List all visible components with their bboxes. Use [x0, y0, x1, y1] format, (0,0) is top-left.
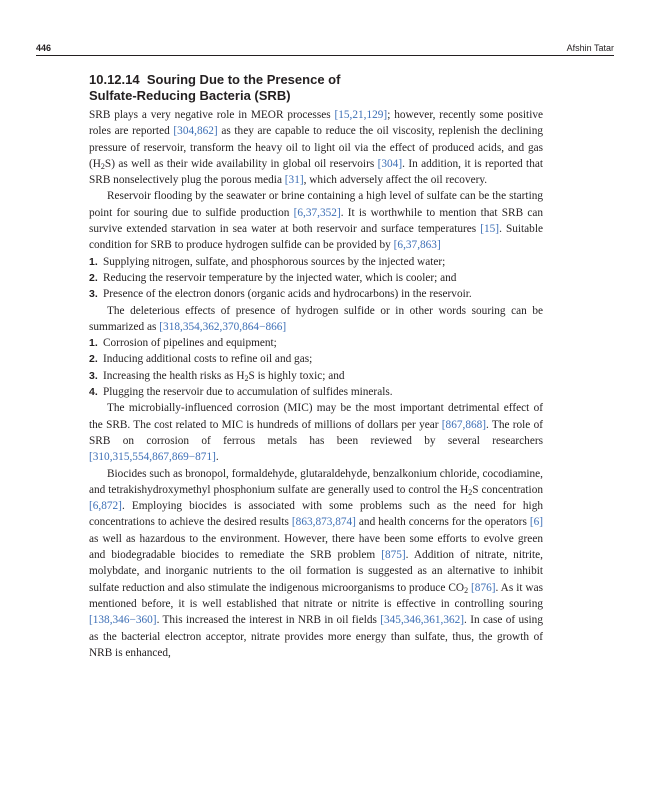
- citation-link[interactable]: [304,862]: [173, 125, 218, 138]
- list-item: 2. Inducing additional costs to refine oil and gas;: [89, 353, 313, 366]
- list-item: 1. Corrosion of pipelines and equipment;: [89, 337, 277, 350]
- paragraph-biocides: Biocides such as bronopol, formaldehyde, glutaraldehyde, benzalkonium chloride, cocodiamine, and tetrakishydroxymethyl phosphonium sulfate are generally used to control the $H_2S$ concentration [6,872]. Employing biocides is associated with some problems such as the need for high concentrations to achieve the desired results [863,873,874] and health concerns for the operators [6] as well as hazardous to the environment. However, there have been some efforts to evolve green and biodegradable biocides to remediate the SRB problem [875]. Addition of nitrate, nitrite, molybdate, and inorganic nutrients to the oil formation is suggested as an alternative to inhibit sulfate reduction and also stimulate the indigenous microorganisms to produce $CO_2$ [876]. As it was mentioned before, it is well established that nitrate or nitrite is effective in controlling souring [138,346−360]. This increased the interest in NRB in oil fields [345,346,361,362]. In case of using as the bacterial electron acceptor, nitrate provides more energy than sulfate, thus, the growth of NRB is enhanced,: [89, 467, 544, 659]
- effects-list: [89, 335, 543, 400]
- list-item: 4. Plugging the reservoir due to accumulation of sulfides minerals.: [89, 386, 393, 399]
- citation-link[interactable]: [6,37,352]: [293, 206, 341, 219]
- page-number: 446: [36, 43, 52, 53]
- paragraph-srb-role: SRB plays a very negative role in MEOR processes [15,21,129]; however, recently some positive roles are reported [304,862] as they are capable to reduce the oil viscosity, replenish the declining pressure of reservoir, transform the heavy oil to light oil via the effect of produced acids, and gas $(H_2S)$ as well as their wide availability in global oil reservoirs [304]. In addition, it is reported that SRB nonselectively plug the porous media [31], which adversely affect the oil recovery.: [89, 109, 544, 187]
- paragraph-deleterious-effects: The deleterious effects of presence of hydrogen sulfide or in other words souring can be summarized as [318,354,362,370,864−866]: [89, 304, 543, 333]
- citation-link[interactable]: [875]: [381, 549, 406, 562]
- section-heading: [89, 72, 543, 103]
- citation-link[interactable]: [863,873,874]: [291, 516, 356, 529]
- list-item: 1. Supplying nitrogen, sulfate, and phosphorous sources by the injected water;: [89, 255, 446, 268]
- citation-link[interactable]: [310,315,554,867,869−871]: [89, 451, 216, 464]
- citation-link[interactable]: [345,346,361,362]: [380, 614, 465, 627]
- citation-link[interactable]: [15]: [480, 223, 500, 236]
- citation-link[interactable]: [876]: [471, 581, 496, 594]
- citation-link[interactable]: [318,354,362,370,864−866]: [159, 320, 287, 333]
- citation-link[interactable]: [6,37,863]: [393, 239, 441, 252]
- citation-link[interactable]: [138,346−360]: [89, 614, 157, 627]
- list-item: 3. Presence of the electron donors (organic acids and hydrocarbons) in the reservoir.: [89, 288, 472, 301]
- section-title-line2: Sulfate-Reducing Bacteria (SRB): [89, 87, 291, 103]
- section-title-line1: Souring Due to the Presence of: [146, 72, 341, 87]
- header-rule: [36, 55, 614, 56]
- paragraph-reservoir-flooding: Reservoir flooding by the seawater or brine containing a high level of sulfate can be the starting point for souring due to sulfide production [6,37,352]. It is worthwhile to mention that SRB can survive extended starvation in sea water at both reservoir and surface temperatures [15]. Suitable condition for SRB to produce hydrogen sulfide can be provided by [6,37,863]: [89, 190, 543, 252]
- conditions-list: [89, 254, 543, 303]
- paragraph-mic: The microbially-influenced corrosion (MIC) may be the most important detrimental effect of the SRB. The cost related to MIC is hundreds of millions of dollars per year [867,868]. The role of SRB on corrosion of ferrous metals has been reviewed by several researchers [310,315,554,867,869−871].: [89, 402, 543, 464]
- running-head: Afshin Tatar: [566, 43, 614, 53]
- citation-link[interactable]: [6,872]: [89, 500, 122, 513]
- citation-link[interactable]: [304]: [377, 157, 403, 170]
- citation-link[interactable]: [31]: [284, 174, 304, 187]
- citation-link[interactable]: [15,21,129]: [334, 109, 388, 121]
- list-item: 2. Reducing the reservoir temperature by the injected water, which is cooler; and: [89, 271, 457, 284]
- page-content: [89, 72, 543, 661]
- section-number: 10.12.14: [89, 72, 140, 87]
- list-item: 3. Increasing the health risks as $H_2S$ is highly toxic; and: [89, 369, 345, 383]
- citation-link[interactable]: [6]: [529, 516, 544, 529]
- citation-link[interactable]: [867,868]: [441, 418, 487, 431]
- page-header: [36, 40, 614, 56]
